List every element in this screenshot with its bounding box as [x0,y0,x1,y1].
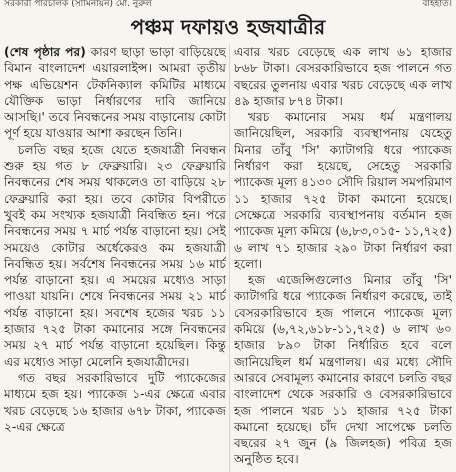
paragraph-6: হজ এজেন্সিগুলোও মিনার তাঁবু 'সি' ক্যাটাগরি ধরে প্যাকেজ নির্ধারণ করেছে, তাই বেসরকারিভাবে হজ পালনে প্যাকেজ মূল্য কমিয়ে (৬,৭২,৬১৮-১১,৭২৫) ৬ লাখ ৬০ হাজার ৮৯০ টাকা নির্ধারিত হবে বলে জানিয়েছিল ধর্ম মন্ত্রণালয়। এর মধ্যে সৌদি আরবে সেবামূল্য কমানোর কারণে চলতি বছর বাংলাদেশ থেকে সরকারি ও বেসরকারিভাবে হজ পালনে খরচ ১১ হাজার ৭২৫ টাকা কমানো হয়েছে। চাঁদ দেখা সাপেক্ষে চলতি বছরের ২৭ জুন (৯ জিলহজ) পবিত্র হজ অনুষ্ঠিত হবে। [234,273,452,467]
previous-article-text-right: বাহহাত। [422,0,452,9]
column-divider [229,44,230,472]
previous-article-strip [0,0,456,12]
right-column [234,44,452,472]
paragraph-1-text: কারণ ছাড়া ভাড়া বাড়িয়েছে বিমান বাংলাদেশ এয়ারলাইন্স। আমরা তৃতীয় পক্ষ এভিয়েশন টেকনিক্যাল কমিটির মাধ্যমে যৌক্তিক ভাড়া নির্ধারণের দাবি জানিয়ে আসছি।' তবে নিবন্ধনের সময় বাড়ানোয় কোটা পূর্ণ হয়ে যাওয়ার আশা করছেন তিনি। [4,45,226,141]
paragraph-3: গত বছর সরকারিভাবে দুটি প্যাকেজের মাধ্যমে হজ হয়। প্যাকেজ ১-এর ক্ষেত্রে এবার খরচ বেড়েছে ১৬ হাজার ৬৭৮ টাকা, প্যাকেজ ২-এর ক্ষেত্রে [4,370,226,434]
previous-article-text-left: সরকারী পারচালক (সামিনায়ন) মো. নুরুল [4,0,152,9]
paragraph-5: খরচ কমানোর সময় ধর্ম মন্ত্রণালয় জানিয়েছিল, সরকারি ব্যবস্থাপনায় যেহেতু মিনার তাঁবু 'সি' ক্যাটাগরি ধরে প্যাকেজ নির্ধারণ করা হয়েছে, সেহেতু সরকারি প্যাকেজ মূল্য ৪১৩০ সৌদি রিয়াল সমপরিমাণ ১১ হাজার ৭২৫ টাকা কমানো হয়েছে। সেক্ষেত্রে সরকারি ব্যবস্থাপনায় বর্তমান হজ প্যাকেজ মূল্য কমিয়ে (৬,৮৩,০১৫- ১১,৭২৫) ৬ লাখ ৭১ হাজার ২৯০ টাকা নির্ধারণ করা হলো। [234,110,452,271]
continued-marker: (শেষ পৃষ্ঠার পর) [4,45,86,59]
left-column [4,44,226,472]
paragraph-4: এবার খরচ বেড়েছে এক লাখ ৬১ হাজার ৮৬৮ টাকা। বেসরকারিভাবে হজ পালনে গত বছরের তুলনায় এবার খরচ বেড়েছে এক লাখ ৪৯ হাজার ৮৭৪ টাকা। [234,45,452,108]
article-headline: পঞ্চম দফায়ও হজযাত্রীর [130,15,326,39]
paragraph-1 [4,44,226,142]
paragraph-2: চলতি বছর হজে যেতে হজযাত্রী নিবন্ধন শুরু হয় গত ৮ ফেব্রুয়ারি। ২৩ ফেব্রুয়ারি নিবন্ধনের শেষ সময় থাকলেও তা বাড়িয়ে ২৮ ফেব্রুয়ারি করা হয়। তবে কোটার বিপরীতে খুবই কম সংখ্যক হজযাত্রী নিবন্ধিত হন। পরে নিবন্ধনের সময় ৭ মার্চ পর্যন্ত বাড়ানো হয়। সেই সময়েও কোটার অর্ধেকেরও কম হজযাত্রী নিবন্ধিত হয়। সর্বশেষ নিবন্ধনের সময় ১৬ মার্চ পর্যন্ত বাড়ানো হয়। এ সময়ের মধ্যেও সাড়া পাওয়া যায়নি। শেষে নিবন্ধনের সময় ২১ মার্চ পর্যন্ত বাড়ানো হয়। সবশেষ হজের খরচ ১১ হাজার ৭২৫ টাকা কমানোর সঙ্গে নিবন্ধনের সময় ২৭ মার্চ পর্যন্ত বাড়ানো হয়েছিল। কিন্তু এর মধ্যেও সাড়া মেলেনি হজযাত্রীদের। [4,142,226,369]
